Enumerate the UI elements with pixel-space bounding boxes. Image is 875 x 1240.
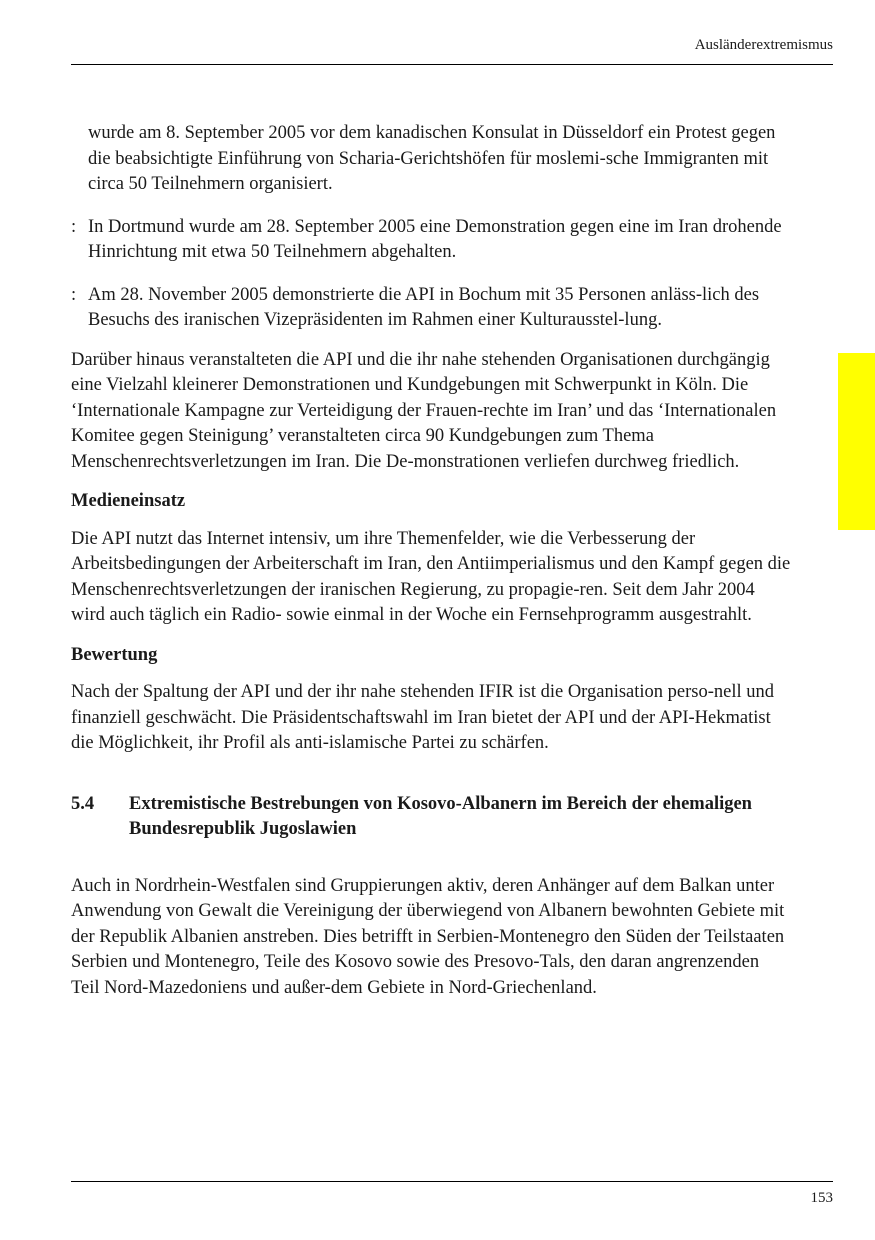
continuation-paragraph: wurde am 8. September 2005 vor dem kanadischen Konsulat in Düsseldorf ein Protest gegen die beabsichtigte Einführung von Scharia-Gerichtshöfen für moslemi-sche Immigranten mit circa 50 Teilnehmern organisiert. (88, 123, 776, 194)
section-number: 5.4 (71, 793, 95, 814)
bullet-text: In Dortmund wurde am 28. September 2005 eine Demonstration gegen eine im Iran drohende Hinrichtung mit etwa 50 Teilnehmern abgehalten. (88, 216, 782, 262)
section-heading (71, 792, 791, 843)
chapter-tab-marker (838, 353, 875, 530)
section-title: Extremistische Bestrebungen von Kosovo-Albanern im Bereich der ehemaligen Bundesrepublik Jugoslawien (129, 793, 752, 839)
bullet-text: Am 28. November 2005 demonstrierte die API in Bochum mit 35 Personen anläss-lich des Besuchs des iranischen Vizepräsidenten im Rahmen einer Kulturausstel-lung. (88, 284, 760, 330)
body-paragraph: Darüber hinaus veranstalteten die API und die ihr nahe stehenden Organisationen durchgängig eine Vielzahl kleinerer Demonstrationen und Kundgebungen mit Schwerpunkt in Köln. Die ‘Internationale Kampagne zur Verteidigung der Frauen-rechte im Iran’ und das ‘Internationalen Komitee gegen Steinigung’ veranstalteten circa 90 Kundgebungen zum Thema Menschenrechtsverletzungen im Iran. Die De-monstrationen verliefen durchweg friedlich. (71, 349, 777, 472)
body-paragraph: Nach der Spaltung der API und der ihr nahe stehenden IFIR ist die Organisation perso-nell und finanziell geschwächt. Die Präsidentschaftswahl im Iran bietet der API und der API-Hekmatist die Möglichkeit, ihr Profil als anti-islamische Partei zu schärfen. (71, 682, 775, 753)
body-paragraph: Auch in Nordrhein-Westfalen sind Gruppierungen aktiv, deren Anhänger auf dem Balkan unter Anwendung von Gewalt die Vereinigung der überwiegend von Albanern bewohnten Gebiete mit der Republik Albanien anstreben. Dies betrifft in Serbien-Montenegro den Süden der Teilstaaten Serbien und Montenegro, Teile des Kosovo sowie des Presovo-Tals, den daran angrenzenden Teil Nord-Mazedoniens und außer-dem Gebiete in Nord-Griechenland. (71, 875, 785, 998)
page-content (71, 121, 791, 1001)
header-rule (71, 64, 833, 65)
bullet-marker: : (71, 284, 77, 305)
bullet-item (71, 215, 791, 266)
bullet-item (71, 283, 791, 334)
bullet-marker: : (71, 216, 77, 237)
footer-rule (71, 1181, 833, 1182)
running-header: Ausländerextremismus (694, 37, 833, 53)
body-paragraph: Die API nutzt das Internet intensiv, um ihre Themenfelder, wie die Verbesserung der Arbeitsbedingungen der Arbeiterschaft im Iran, den Antiimperialismus und den Kampf gegen die Menschenrechtsverletzungen der iranischen Regierung, zu propagie-ren. Seit dem Jahr 2004 wird auch täglich ein Radio- sowie einmal in der Woche ein Fernsehprogramm ausgestrahlt. (71, 528, 791, 625)
subheading-medieneinsatz: Medieneinsatz (71, 491, 186, 511)
page-number: 153 (810, 1190, 833, 1206)
subheading-bewertung: Bewertung (71, 644, 158, 665)
